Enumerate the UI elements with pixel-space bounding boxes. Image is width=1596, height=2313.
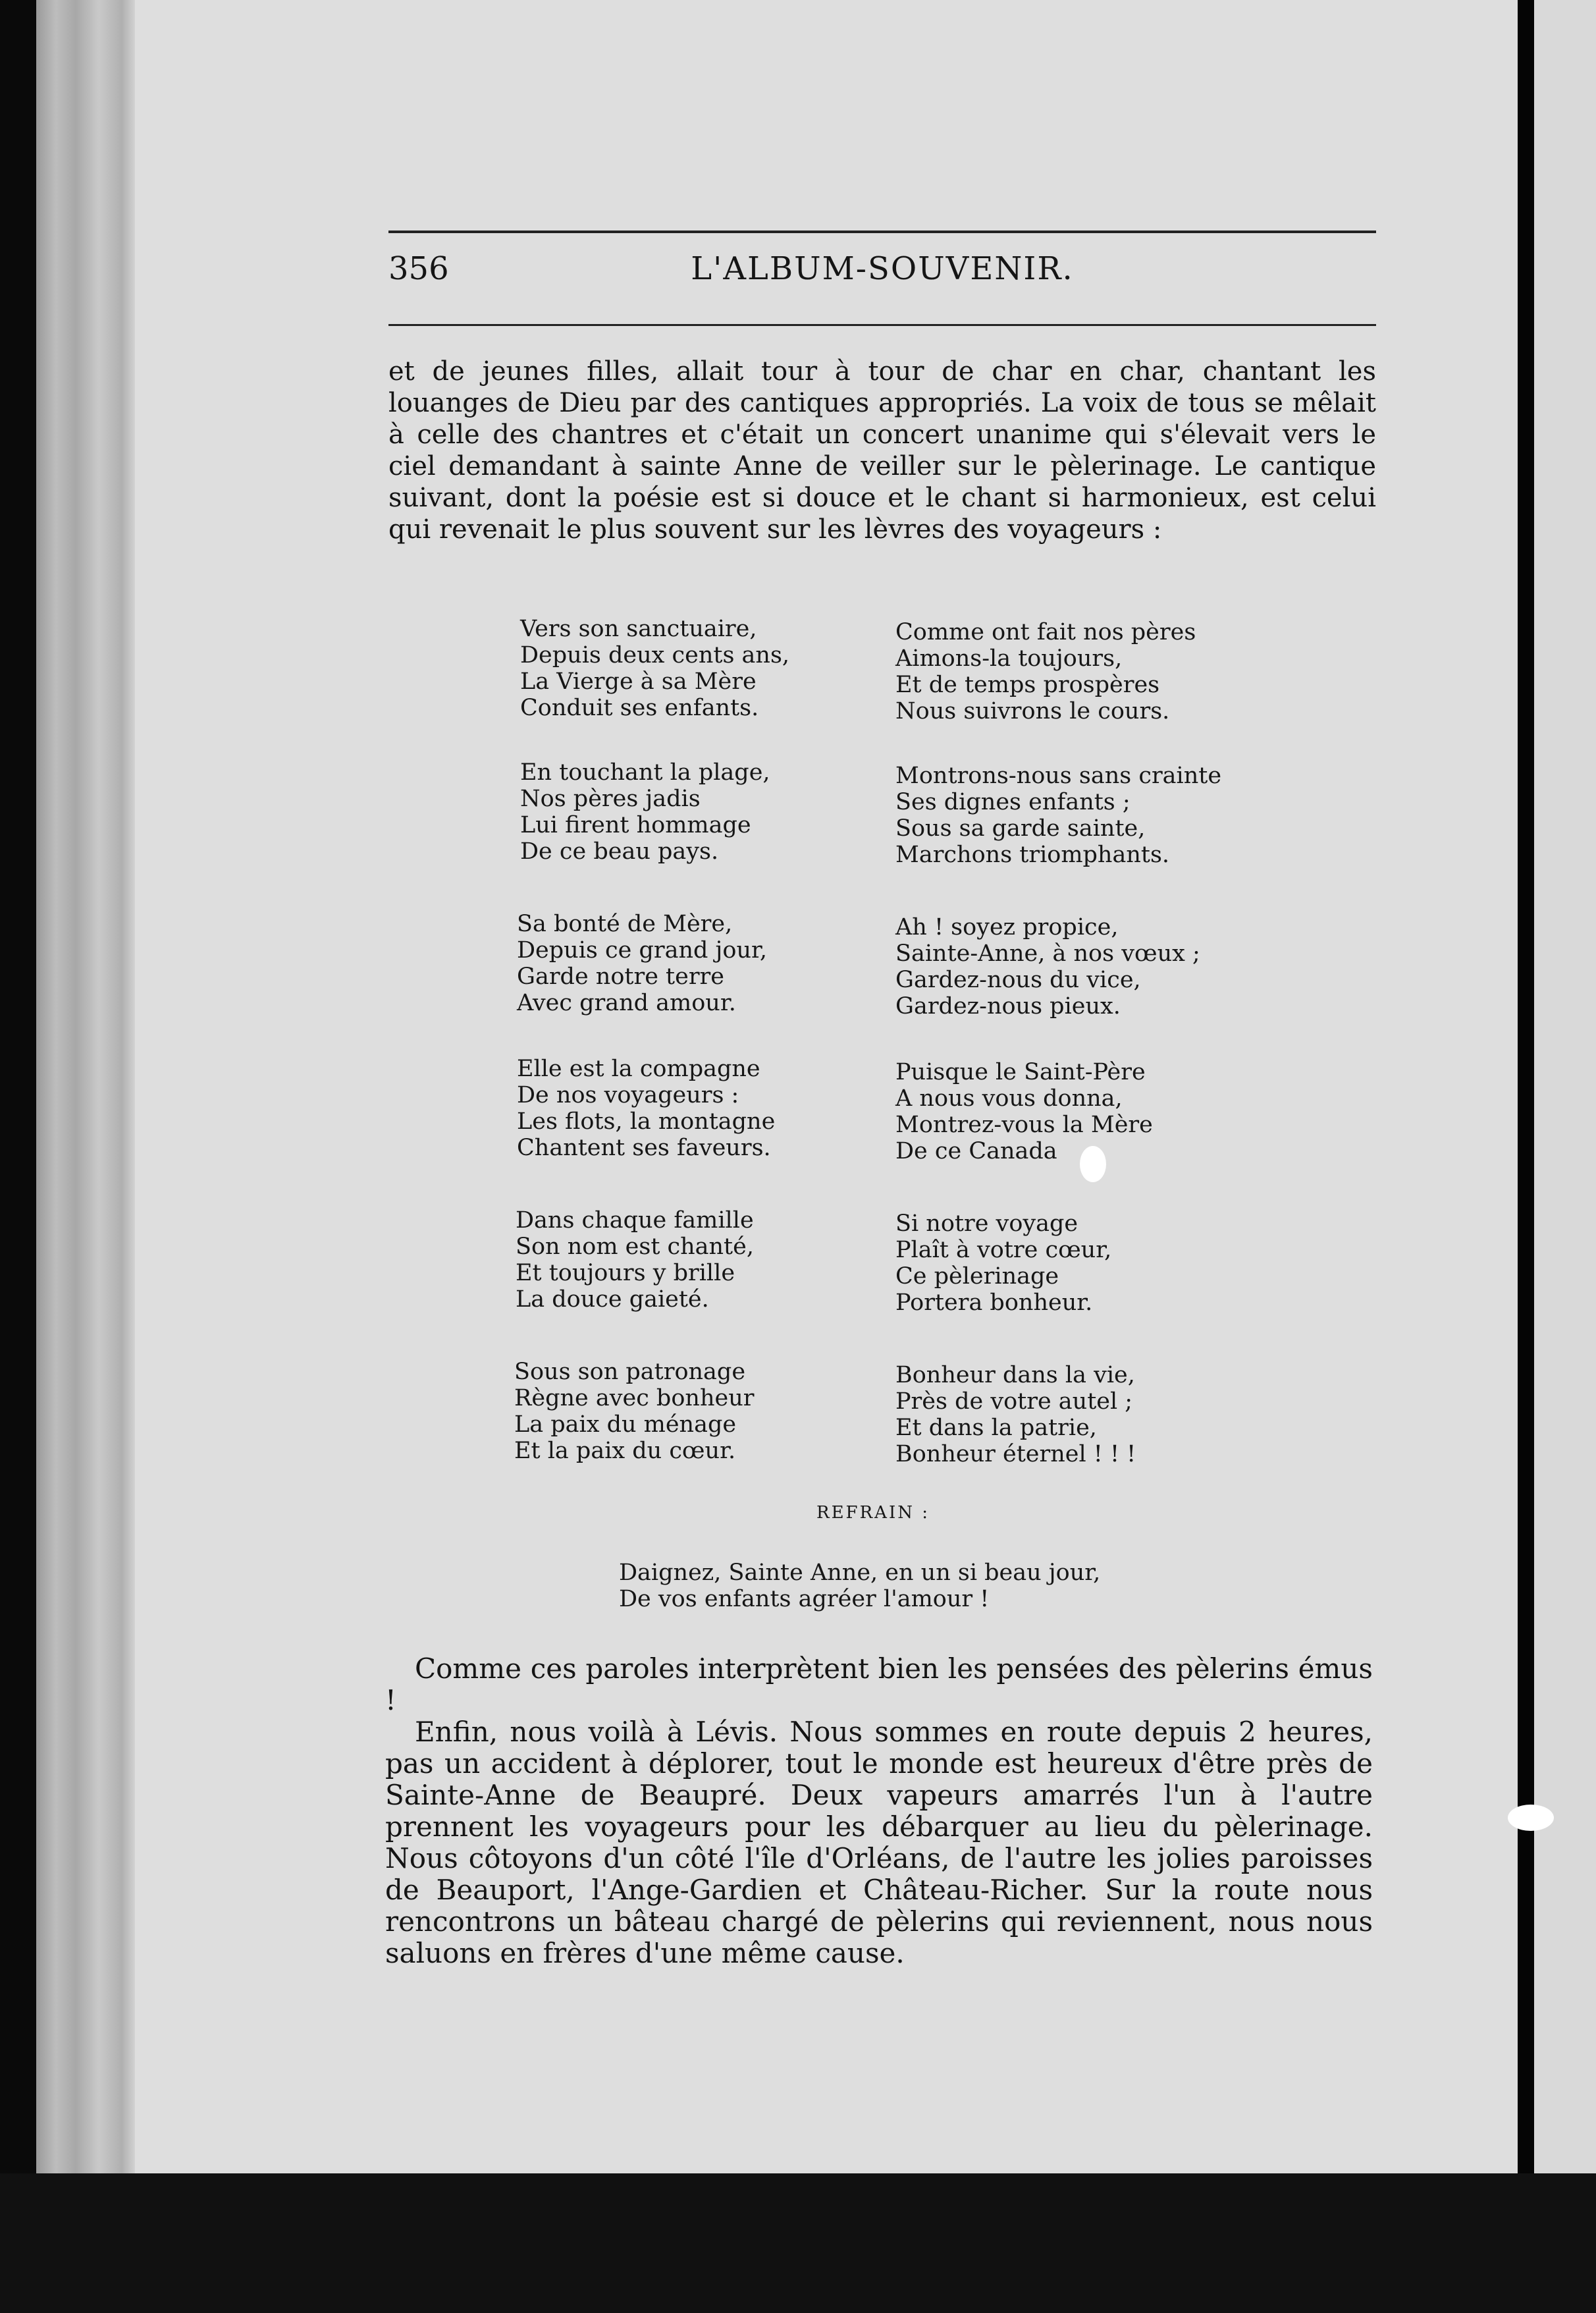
facing-page-edge	[1534, 0, 1596, 2313]
hymn-stanza-left-4	[517, 1056, 775, 1161]
verse-line: Et dans la patrie,	[895, 1415, 1097, 1441]
verse-line: Gardez-nous du vice,	[895, 967, 1141, 993]
verse-line: Chantent ses faveurs.	[517, 1135, 771, 1161]
verse-line: Si notre voyage	[895, 1211, 1078, 1237]
verse-line: Montrez-vous la Mère	[895, 1112, 1153, 1138]
verse-line: Près de votre autel ;	[895, 1388, 1133, 1415]
verse-line: Sa bonté de Mère,	[517, 911, 733, 937]
verse-line: Règne avec bonheur	[514, 1385, 755, 1411]
scanner-bed-border	[0, 2173, 1596, 2313]
hymn-stanza-left-5	[516, 1207, 754, 1313]
verse-line: Conduit ses enfants.	[520, 695, 759, 721]
verse-line: Avec grand amour.	[517, 990, 736, 1016]
verse-line: Marchons triomphants.	[895, 842, 1170, 868]
verse-line: La douce gaieté.	[516, 1286, 709, 1313]
verse-line: Nos pères jadis	[520, 786, 701, 812]
verse-line: Et toujours y brille	[516, 1260, 735, 1286]
refrain-line: De vos enfants agréer l'amour !	[619, 1586, 990, 1612]
body-paragraph-2	[385, 1653, 1373, 1716]
verse-line: Puisque le Saint-Père	[895, 1059, 1146, 1085]
verse-line: Dans chaque famille	[516, 1207, 754, 1234]
verse-line: A nous vous donna,	[895, 1085, 1123, 1112]
refrain-line: Daignez, Sainte Anne, en un si beau jour,	[619, 1560, 1101, 1586]
running-title: L'ALBUM-SOUVENIR.	[691, 250, 1074, 287]
verse-line: Montrons-nous sans crainte	[895, 763, 1222, 789]
hymn-stanza-left-6	[514, 1359, 754, 1464]
header-top-rule	[388, 231, 1376, 233]
verse-line: Portera bonheur.	[895, 1290, 1093, 1316]
hymn-stanza-left-3	[517, 911, 767, 1016]
scan-speck	[1508, 1805, 1554, 1831]
hymn-stanza-right-5	[895, 1211, 1111, 1316]
verse-line: Garde notre terre	[517, 964, 724, 990]
hymn-stanza-right-3	[895, 914, 1200, 1020]
verse-line: Son nom est chanté,	[516, 1234, 754, 1260]
verse-line: Plaît à votre cœur,	[895, 1237, 1112, 1263]
verse-line: Ah ! soyez propice,	[895, 914, 1119, 940]
verse-line: Vers son sanctuaire,	[520, 616, 757, 642]
hymn-stanza-right-4	[895, 1059, 1153, 1164]
verse-line: En touchant la plage,	[520, 759, 770, 786]
running-header	[388, 250, 1376, 296]
hymn-stanza-right-1	[895, 619, 1196, 724]
verse-line: Sous son patronage	[514, 1359, 746, 1385]
verse-line: Depuis ce grand jour,	[517, 937, 767, 964]
verse-line: Nous suivrons le cours.	[895, 698, 1170, 724]
page-edge-shadow	[1518, 0, 1536, 2313]
verse-line: Bonheur dans la vie,	[895, 1362, 1135, 1388]
verse-line: La paix du ménage	[514, 1411, 737, 1438]
hymn-stanza-left-2	[520, 759, 770, 865]
verse-line: Et de temps prospères	[895, 672, 1160, 698]
verse-line: Elle est la compagne	[517, 1056, 760, 1082]
verse-line: Sous sa garde sainte,	[895, 815, 1146, 842]
verse-line: Les flots, la montagne	[517, 1108, 776, 1135]
verse-line: Sainte-Anne, à nos vœux ;	[895, 940, 1200, 967]
book-spine-shadow	[36, 0, 135, 2313]
page-number: 356	[388, 250, 449, 287]
refrain	[619, 1560, 1100, 1612]
verse-line: De ce beau pays.	[520, 838, 719, 865]
verse-line: Et la paix du cœur.	[514, 1438, 736, 1464]
hymn-stanza-right-6	[895, 1362, 1136, 1467]
header-bottom-rule	[388, 324, 1376, 326]
hymn-stanza-right-2	[895, 763, 1221, 868]
paragraph-text: Enfin, nous voilà à Lévis. Nous sommes en route depuis 2 heures, pas un accident à déplorer, tout le monde est heureux d'être près de Sainte-Anne de Beaupré. Deux vapeurs amarrés l'un à l'autre prennent les voyageurs pour les débarquer au lieu du pèlerinage. Nous côtoyons d'un côté l'île d'Orléans, de l'autre les jolies paroisses de Beauport, l'Ange-Gardien et Château-Richer. Sur la route nous rencontrons un bâteau chargé de pèlerins qui reviennent, nous nous saluons en frères d'une même cause.	[385, 1716, 1373, 1969]
verse-line: Comme ont fait nos pères	[895, 619, 1196, 645]
verse-line: Lui firent hommage	[520, 812, 751, 838]
refrain-label: REFRAIN :	[816, 1503, 930, 1523]
body-paragraph-3	[385, 1716, 1373, 1969]
verse-line: De nos voyageurs :	[517, 1082, 739, 1108]
hymn-stanza-left-1	[520, 616, 789, 721]
verse-line: Aimons-la toujours,	[895, 645, 1123, 672]
verse-line: Gardez-nous pieux.	[895, 993, 1121, 1020]
verse-line: Bonheur éternel ! ! !	[895, 1441, 1136, 1467]
scan-speck	[1080, 1146, 1106, 1182]
verse-line: La Vierge à sa Mère	[520, 668, 757, 695]
verse-line: De ce Canada	[895, 1138, 1057, 1164]
intro-paragraph: et de jeunes filles, allait tour à tour de char en char, chantant les louanges de Dieu par des cantiques appropriés. La voix de tous se mêlait à celle des chantres et c'était un concert unanime qui s'élevait vers le ciel demandant à sainte Anne de veiller sur le pèlerinage. Le cantique suivant, dont la poésie est si douce et le chant si harmonieux, est celui qui revenait le plus souvent sur les lèvres des voyageurs :	[388, 356, 1376, 545]
verse-line: Ce pèlerinage	[895, 1263, 1059, 1290]
verse-line: Ses dignes enfants ;	[895, 789, 1130, 815]
paragraph-text: Comme ces paroles interprètent bien les pensées des pèlerins émus !	[385, 1652, 1373, 1716]
verse-line: Depuis deux cents ans,	[520, 642, 790, 668]
